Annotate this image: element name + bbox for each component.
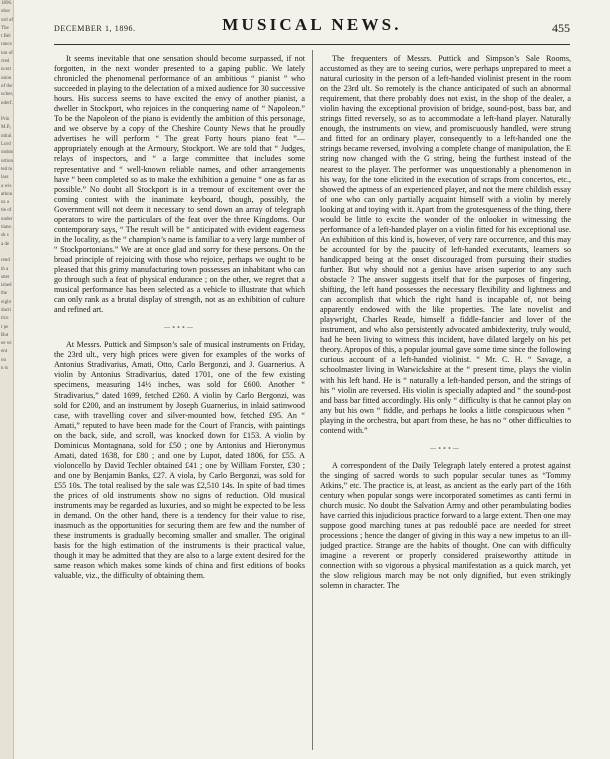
margin-fragment xyxy=(0,108,13,116)
margin-fragment: ou xyxy=(1,357,6,363)
margin-fragment: of the xyxy=(1,83,13,89)
article-sacred-words: A correspondent of the Daily Telegraph lately entered a protest against the singing of sacred words to such popular secular tunes as “Tommy Atkins,” etc. The practice is, at least, as ancient as the early part of the 16th century when popular songs were incorporated sometimes as canti fermi in church music. No doubt the Salvation Army and other perambulating bodies have carried this injudicious practice forward to a large extent. Then one may suppose good marching tunes at pas redoublé pace are needed for street processions ; hence the danger of giving in this way a new impetus to an ill-judged practice. Strange are the habits of thought. One can with difficulty imagine a reverent or properly considered praiseworthy attitude in connection with so vigorous a physical manifestation as a quick march, yet the slow religious march may be not only dignified, but even strikingly solemn in character. The xyxy=(320,460,571,591)
margin-fragment: rend xyxy=(1,258,10,264)
header-rule xyxy=(54,44,570,45)
margin-fragment: ished xyxy=(1,283,12,289)
margin-fragment: But xyxy=(1,332,9,338)
margin-fragment: tle of xyxy=(1,208,12,214)
margin-fragment xyxy=(0,249,13,257)
margin-fragment: sk s xyxy=(1,233,9,239)
margin-fragment: ortion xyxy=(1,158,13,164)
right-column xyxy=(320,54,571,754)
column-divider xyxy=(312,50,313,750)
margin-fragment: tiane. xyxy=(1,225,12,231)
margin-fragment: cted xyxy=(1,59,10,65)
margin-fragment: ion of xyxy=(1,50,13,56)
margin-fragment: ns a xyxy=(1,200,9,206)
page-number: 455 xyxy=(552,21,570,35)
article-stockport-pianist: It seems inevitable that one sensation should become surpassed, if not forgotten, in the next wonder presented to a gaping public. We lately chronicled the phenomenal performance of an ambitious “ pianist ” who succeeded in playing to the delectation of a mixed audience for 30 successive hours. His success seems to have excited the envy of another pianist, a dweller in Stockport, who rejoices in the conquering name of “ Napoleon.” To be the Napoleon of the piano is evidently the ambition of this personage, and we observe by a copy of the Cheshire County News that he proudly advertises he will perform “ The great Forty hours piano feat ”—appropriately enough at the Armoury, Stockport. We are told that “ Judges, relays of inspectors, and “ a large committee that includes some representative and “ well-known reliable names, and other arrangements have “ been completed so as to make the exhibition a genuine “ one as far as possible.” No doubt all Stockport is in a tremour of excitement over the coming contest with the inanimate keyboard, though, possibly, the Government will not deem it necessary to send down an array of telegraph operators to wire the particulars of the feat over the three Kingdoms. Our contemporary says, “ The result will be “ anticipated with evident eagerness in the locality, as the “ champion’s name is familiar to a very large number of “ Stockportonians.” We are at once glad and sorry for these persons. On the broad principle of rejoicing with those who rejoice, perhaps we ought to be pleased that this grimy manufacturing town possesses an inhabitant who can go through such a feat of physical endurance ; on the other, we regret that a musical performance has been selected as a vehicle to illustrate that which can only rank as a brutal display of strength, not as an exhibition of culture and refined art. xyxy=(54,54,305,315)
margin-fragment: th a xyxy=(1,266,9,272)
page-header xyxy=(54,13,570,45)
margin-fragment: stter xyxy=(1,274,10,280)
margin-fragment: M.P., xyxy=(1,125,12,131)
margin-fragment: ord of xyxy=(1,17,14,23)
margin-fragment: a wis xyxy=(1,183,12,189)
article-left-handed-violinist: The frequenters of Messrs. Puttick and Simpson’s Sale Rooms, accustomed as they are to seeing curios, were perhaps unprepared to meet a natural curiosity in the person of a left-handed violinist present in the room on the 23rd ult. So remotely is the chance anticipated of such an abnormal requirement, that there probably does not exist, in the shop of the dealer, a violin having the exceptional provision of bridge, sound-post, bass bar, and strings fitted reversely, so as to accommodate a left-hand player. Naturally enough, the instruments on view, and promiscuously handled, were strung and fitted for an ordinary player, consequently to a left-handed one the strings became reversed, involving a complete change of manipulation, the E string now changed with the G string, being the furthest instead of the nearest to the player. The performer was unquestionably a phenomenon in his way, for the tone elicited in the execution of scraps from concertos, etc., showed the aptness of an experienced player, and not the mere childish essay of one who can only partially acquaint himself with a violin by merely looking at and toying with it. Apart from the grotesqueness of the thing, there would be little to excite the wonder of the onlooker in witnessing the performance of a left-handed player on a violin fitted for his exceptional use. An exhibition of this kind is, however, of very rare occurrence, and this may be accounted for by the paucity of left-handed executants, learners so handicapped being at the onset discouraged from pursuing their studies further. But why should not a genius have arisen superior to any such obstacle ? The answer suggests itself that for the purposes of fingering, shifting, the left hand possesses the necessary flexibility and lightness and can accomplish that which the right hand is incapable of, not being apparently endowed with the like properties. The late novelist and playwright, Charles Reade, himself a fiddle-fancier and lover of the instrument, and who also persistently advocated ambidexterity, truly would, had he been living to witness this incident, have dilated largely on his pet theory. Apropos of this, a popular journal gave some time since the following curious account of a left-handed violinist. “ Mr. C. H. “ Savage, a schoolmaster living in Warwickshire at the “ present time, plays the violin with his left hand. He is “ naturally a left-handed person, and the strings of his “ violin are reversed. His violin is specially adapted and “ the sound-post and bass bar fitted accordingly. His only “ difficulty is that he cannot play on any but his own “ fiddle, and perhaps he looks a little conspicuous when “ playing in the orchestra, but apart from these, he has no “ other difficulties to contend with.” xyxy=(320,54,571,435)
margin-fragment: t Bel xyxy=(1,34,11,40)
margin-fragment: eight xyxy=(1,299,11,305)
section-separator: —∘∘∘— xyxy=(430,445,461,452)
margin-fragment: ssion xyxy=(1,75,12,81)
margin-fragment: ucher, xyxy=(1,92,14,98)
margin-fragment: ntitul xyxy=(1,133,12,139)
margin-fragment: Lord xyxy=(1,142,11,148)
margin-fragment: rance xyxy=(1,42,12,48)
margin-fragment: ticu xyxy=(1,316,9,322)
margin-fragment: ubsc xyxy=(1,9,11,15)
margin-fragment: n is xyxy=(1,366,9,372)
margin-fragment: 1896. xyxy=(1,1,13,6)
masthead: MUSICAL NEWS. xyxy=(222,15,402,34)
margin-fragment: lass xyxy=(1,175,9,181)
margin-fragment: ted to xyxy=(1,166,13,172)
issue-date: DECEMBER 1, 1896. xyxy=(54,24,136,33)
margin-fragment: ent xyxy=(1,349,8,355)
margin-fragment: a de xyxy=(1,241,10,247)
margin-fragment: ondon xyxy=(1,150,14,156)
margin-fragment: nuder xyxy=(1,216,13,222)
margin-fragment: ee wi xyxy=(1,341,12,347)
margin-fragment: ducti xyxy=(1,307,11,313)
margin-fragment: the xyxy=(1,291,8,297)
left-column xyxy=(54,54,305,754)
left-margin-fragments xyxy=(0,0,14,759)
section-separator: —∘∘∘— xyxy=(164,325,195,332)
margin-fragment: ncert xyxy=(1,67,11,73)
margin-fragment: The xyxy=(1,25,9,31)
margin-fragment: t pe xyxy=(1,324,9,330)
margin-fragment: nderf. xyxy=(1,100,13,106)
margin-fragment: Prin xyxy=(1,117,10,123)
margin-fragment: athon xyxy=(1,191,13,197)
article-instrument-sale: At Messrs. Puttick and Simpson’s sale of musical instruments on Friday, the 23rd ult., very high prices were given for examples of the works of Antonius Stradivarius, Amati, Otto, Carlo Bergonzi, and J. Guarnerius. A violin by Antonius Stradivarius, dated 1701, one of the few existing specimens, measuring 14½ inches, was sold for £600. Another “ Stradivarius,” dated 1699, fetched £260. A violin by Carlo Bergonzi, was sold for £200, and an instrument by Joseph Guarnerius, in inlaid satinwood case, with travelling cover and silver-mounted bow, fetched £95. An “ Amati,” reputed to have been made for the Court of Francis, with paintings on the back, side, and scroll, was knocked down for £153. A violin by Dominicus Montagnana, sold for £50 ; one by Antonius and Hieronymus Amati, dated 1638, for £80 ; and one by Lupot, dated 1806, for £55. A violoncello by David Techler obtained £41 ; one by William Forster, £30 ; and one by Benjamin Banks, £27. A viola, by Carlo Bergonzi, was sold for £55 10s. The total realised by the sale was £2,510 14s. In spite of bad times the prices of old instruments show no signs of reduction. Old musical instruments may be regarded as luxuries, and so might be expected to be less in demand. On the other hand, there is a tendency for their value to rise, inasmuch as the opportunities for securing them are few and the number of these instruments is gradually becoming smaller and smaller. The original basis for the high estimation of the instruments is their practical value, though it may be admitted that they are also to a large extent desired for the same reason which makes some kinds of china and first editions of books valuable, viz., the difficulty of obtaining them. xyxy=(54,340,305,581)
